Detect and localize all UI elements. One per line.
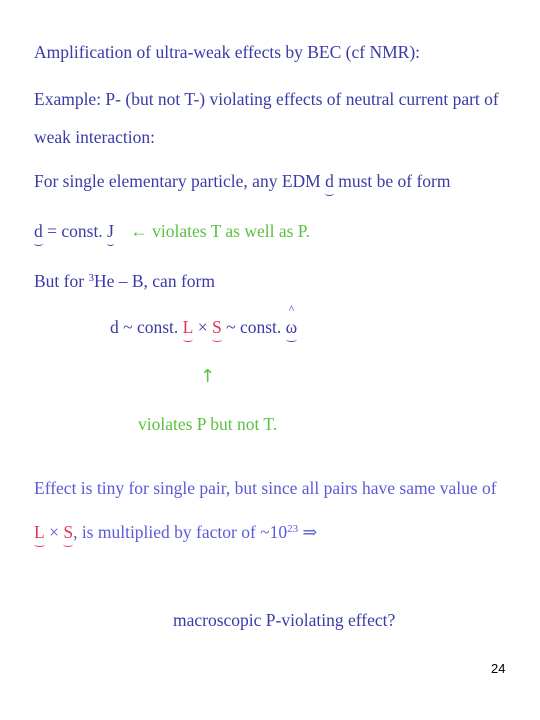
omega-hat: ^ [288,302,295,316]
helium-line [34,270,215,292]
macroscopic-text: macroscopic P-violating effect? [173,610,396,630]
heading-text: Amplification of ultra-weak effects by BEC (cf NMR): [34,42,421,62]
vector-d: d [34,221,43,241]
d-const-j-line [34,220,310,242]
edm-line [34,170,451,192]
up-arrow-icon: ↑ [200,366,216,387]
violates-t-and-p-note: ← violates T as well as P. [130,221,310,241]
helium-text-start: But for [34,271,89,291]
vector-omega [285,302,298,338]
effect-tiny-line [34,477,497,499]
vector-l: L [182,317,194,337]
example-text: Example: P- (but not T-) violating effects of neutral current part of [34,89,499,109]
equation-middle: ~ const. [221,317,286,337]
violates-p-not-t-text: violates P but not T. [138,414,278,434]
heading-line [34,41,420,63]
exponent-superscript: 23 [287,523,299,535]
vector-s: S [63,522,74,542]
violates-p-not-t-note [138,413,277,435]
helium-text-end: He – B, can form [93,271,215,291]
effect-tiny-text: Effect is tiny for single pair, but since all pairs have same value of [34,478,497,498]
edm-text-end: must be of form [333,171,451,191]
page-number: 24 [491,661,506,676]
weak-interaction-text: weak interaction: [34,127,155,147]
omega-symbol: ω [285,317,298,337]
implies-arrow: ⇒ [298,522,318,542]
helium-superscript: 3 [88,272,94,284]
example-line [34,88,499,110]
times-symbol: × [193,317,212,337]
multiplied-text: , is multiplied by factor of ~10 [73,522,288,542]
vector-j: J [107,221,114,241]
d-const-text: = const. [42,221,108,241]
edm-text-start: For single elementary particle, any EDM [34,171,326,191]
vector-d: d [325,171,334,191]
equation-start: d ~ const. [110,317,183,337]
vector-l: L [34,522,45,542]
l-cross-s-equation [110,302,298,338]
times-symbol: × [44,522,64,542]
multiplied-line [34,521,317,543]
vector-s: S [212,317,222,337]
weak-interaction-line [34,126,155,148]
macroscopic-line [173,609,395,631]
